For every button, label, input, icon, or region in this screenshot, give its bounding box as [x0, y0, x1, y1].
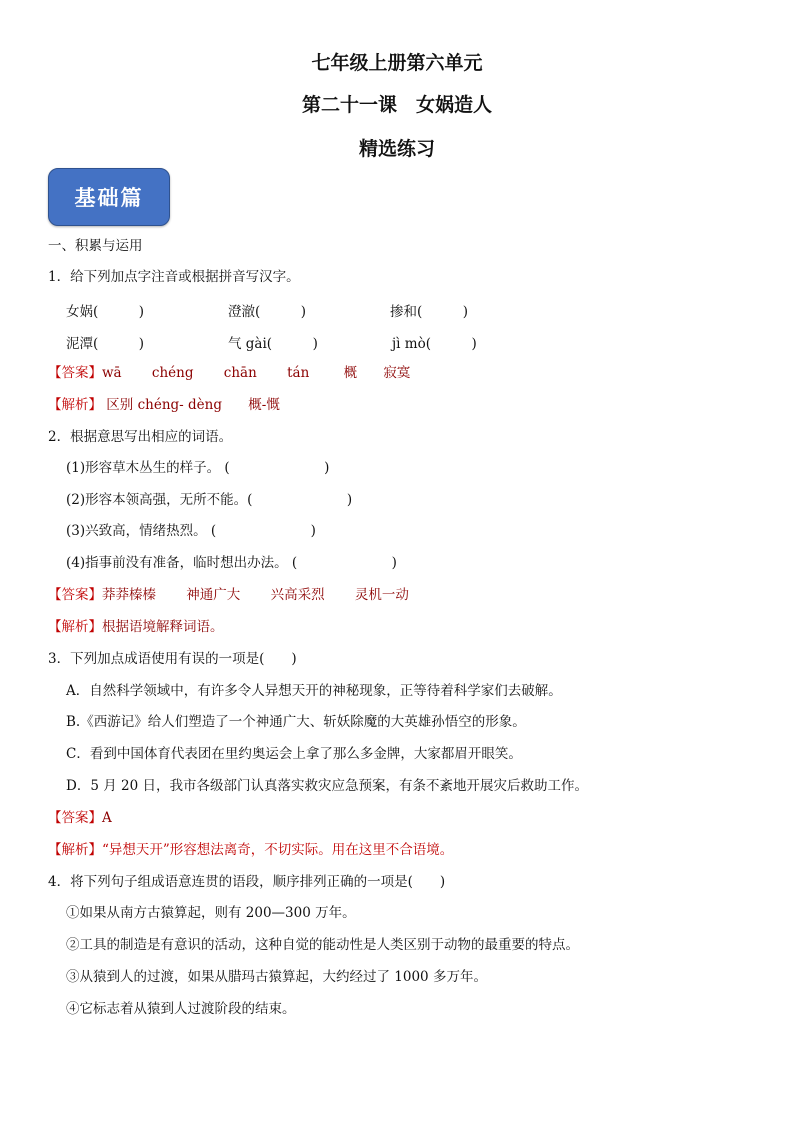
- section-badge: [48, 168, 170, 226]
- q2-item: (3)兴致高，情绪热烈。 ( ): [66, 523, 316, 539]
- answer-item: 寂寞: [383, 365, 411, 381]
- answer-text: A: [102, 810, 112, 826]
- q2-item: (4)指事前没有准备，临时想出办法。 ( ): [66, 555, 397, 571]
- answer-item: 莽莽榛榛: [102, 587, 156, 603]
- q1-item: 女娲( ): [66, 304, 145, 320]
- section-heading: 一、积累与运用: [48, 238, 143, 254]
- analysis-text: 根据语境解释词语。: [102, 619, 224, 635]
- q1-analysis: [48, 396, 280, 414]
- q4-item: ①如果从南方古猿算起，则有 200—300 万年。: [66, 905, 356, 921]
- answer-item: wā: [102, 365, 122, 381]
- q2-item: (2)形容本领高强，无所不能。( ): [66, 492, 353, 508]
- answer-item: tán: [287, 365, 310, 381]
- lesson-title: 第二十一课 女娲造人: [301, 94, 492, 116]
- badge-label: 基础篇: [74, 185, 144, 210]
- q2-answer: [48, 586, 409, 604]
- analysis-tag: 【解析】: [48, 619, 102, 635]
- q4-stem: 4．将下列句子组成语意连贯的语段，顺序排列正确的一项是( ): [48, 874, 446, 890]
- answer-tag: 【答案】: [48, 587, 102, 603]
- q1-stem: 1．给下列加点字注音或根据拼音写汉字。: [48, 269, 300, 285]
- analysis-tag: 【解析】: [48, 397, 102, 413]
- answer-item: chéng: [151, 365, 194, 381]
- q3-stem: 3．下列加点成语使用有误的一项是( ): [48, 651, 297, 667]
- q1-item: 澄澈( ): [228, 304, 307, 320]
- q1-item: jì mò( ): [392, 336, 477, 352]
- q4-item: ③从猿到人的过渡，如果从腊玛古猿算起，大约经过了 1000 多万年。: [66, 969, 487, 985]
- q1-item: 泥潭( ): [66, 336, 145, 352]
- exercise-title: 精选练习: [358, 138, 435, 160]
- q3-option-d: D．5 月 20 日，我市各级部门认真落实救灾应急预案，有条不紊地开展灾后救助工作。: [66, 778, 588, 794]
- analysis-item: 区别 chéng- dèng: [106, 397, 222, 413]
- q3-answer: [48, 809, 112, 827]
- answer-item: 灵机一动: [354, 587, 409, 603]
- analysis-item: 概-慨: [248, 397, 280, 413]
- answer-item: chān: [223, 365, 257, 381]
- q3-option-a: A．自然科学领域中，有许多令人异想天开的神秘现象，正等待着科学家们去破解。: [66, 683, 562, 699]
- q4-item: ④它标志着从猿到人过渡阶段的结束。: [66, 1001, 296, 1017]
- q2-stem: 2．根据意思写出相应的词语。: [48, 429, 233, 445]
- answer-item: 兴高采烈: [270, 587, 325, 603]
- analysis-text: “异想天开”形容想法离奇，不切实际。用在这里不合语境。: [102, 842, 454, 858]
- answer-item: 概: [343, 365, 358, 381]
- answer-tag: 【答案】: [48, 365, 102, 381]
- q3-option-c: C．看到中国体育代表团在里约奥运会上拿了那么多金牌，大家都眉开眼笑。: [66, 746, 522, 762]
- q2-item: (1)形容草木丛生的样子。 ( ): [66, 460, 330, 476]
- q1-item: 气 gài( ): [228, 336, 318, 352]
- q1-item: 掺和( ): [390, 304, 469, 320]
- q2-analysis: [48, 618, 224, 636]
- q3-option-b: B.《西游记》给人们塑造了一个神通广大、斩妖除魔的大英雄孙悟空的形象。: [66, 714, 526, 730]
- answer-tag: 【答案】: [48, 810, 102, 826]
- q3-analysis: [48, 841, 453, 859]
- q4-item: ②工具的制造是有意识的活动，这种自觉的能动性是人类区别于动物的最重要的特点。: [66, 937, 579, 953]
- answer-item: 神通广大: [186, 587, 241, 603]
- q1-answer: [48, 364, 410, 382]
- document-title: 七年级上册第六单元: [311, 52, 483, 74]
- analysis-tag: 【解析】: [48, 842, 102, 858]
